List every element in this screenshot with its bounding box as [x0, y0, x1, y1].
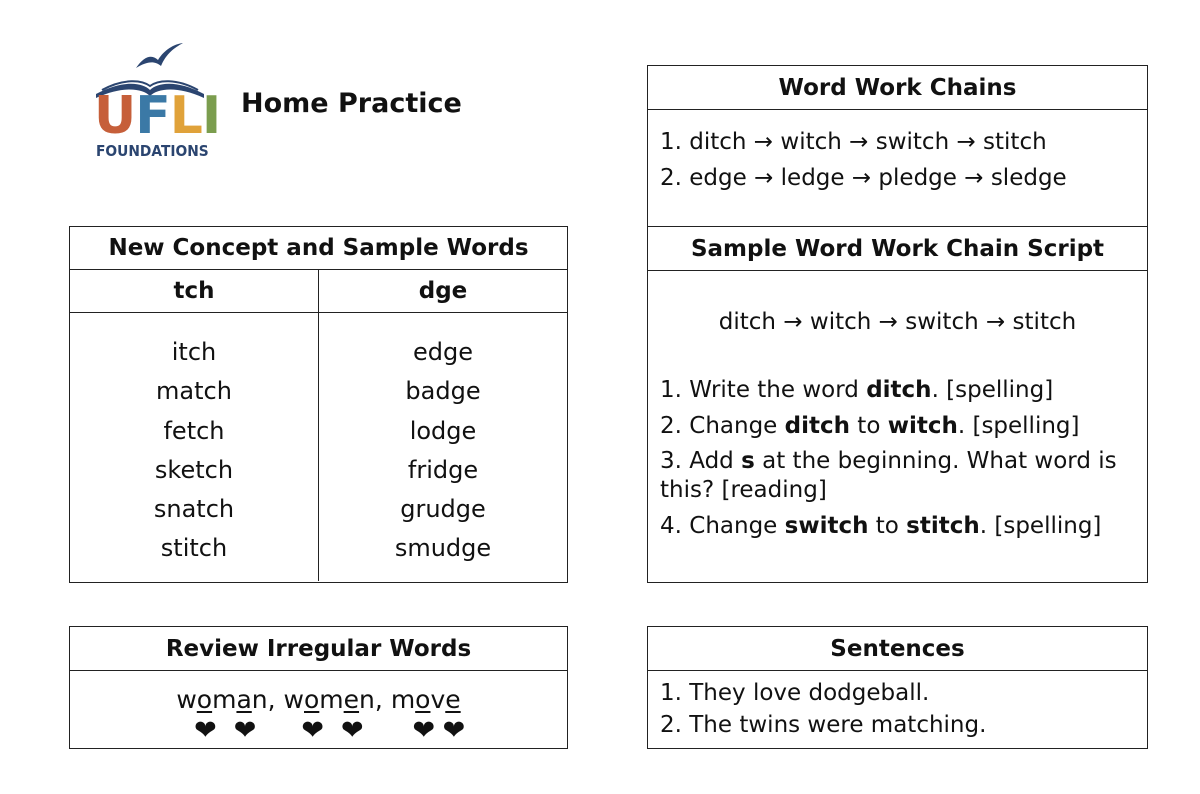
word-work-chains-panel — [647, 65, 1148, 227]
heart-icon: ❤ — [301, 715, 324, 746]
irregular-word: woman — [176, 685, 268, 714]
sentences-list — [648, 671, 1147, 741]
irregular-word: move — [390, 685, 461, 714]
sample-word: sketch — [154, 455, 234, 484]
column-header-tch: tch — [70, 270, 319, 312]
sample-word: snatch — [153, 495, 235, 524]
list-item: 2. The twins were matching. — [660, 712, 987, 738]
irregular-words-line: woman, women, move — [176, 685, 461, 714]
word-work-chains-header: Word Work Chains — [648, 66, 1147, 110]
script-step: 1. Write the word ditch. [spelling] — [660, 377, 1054, 403]
list-item: 1. ditch → witch → switch → stitch — [660, 129, 1047, 155]
irregular-words-panel — [69, 626, 568, 749]
sentences-header: Sentences — [648, 627, 1147, 671]
chain-script-panel — [647, 226, 1148, 583]
chain-script-chain: ditch → witch → switch → stitch — [718, 309, 1077, 335]
tch-word-column — [70, 313, 319, 581]
logo-letter: L — [169, 86, 202, 146]
irregular-word: women — [283, 685, 375, 714]
heart-markers — [70, 717, 567, 747]
sample-word: lodge — [409, 416, 477, 445]
sample-word: grudge — [400, 495, 486, 524]
irregular-words-header: Review Irregular Words — [70, 627, 567, 671]
sample-word: smudge — [394, 534, 492, 563]
chain-script-steps — [648, 335, 1147, 541]
heart-icon: ❤ — [412, 715, 436, 746]
new-concept-panel — [69, 226, 568, 583]
column-header-dge: dge — [418, 278, 468, 304]
dge-word-column — [319, 313, 567, 581]
word-work-chains-list — [648, 110, 1147, 196]
sample-word: itch — [171, 338, 217, 366]
sample-word: match — [156, 377, 232, 406]
sample-word: edge — [413, 338, 473, 366]
script-step: 4. Change switch to stitch. [spelling] — [660, 513, 1102, 539]
page-title: Home Practice — [241, 88, 462, 119]
logo-letter: I — [201, 86, 221, 146]
list-item: 2. edge → ledge → pledge → sledge — [660, 165, 1067, 191]
script-step: 2. Change ditch to witch. [spelling] — [660, 413, 1080, 439]
chain-script-header: Sample Word Work Chain Script — [648, 227, 1147, 271]
concept-word-columns — [70, 313, 567, 581]
sample-word: fridge — [407, 455, 479, 484]
sample-word: fetch — [163, 416, 225, 445]
logo-letter: U — [94, 86, 136, 146]
sample-word: stitch — [160, 534, 228, 563]
heart-icon: ❤ — [442, 715, 466, 746]
sample-word: badge — [405, 377, 481, 406]
script-step: 3. Add s at the beginning. What word is this? [reading] — [660, 448, 1117, 503]
list-item: 1. They love dodgeball. — [660, 680, 930, 706]
heart-icon: ❤ — [194, 715, 217, 746]
logo-letters — [94, 88, 220, 144]
ufli-logo — [92, 40, 221, 164]
logo-letter: F — [135, 86, 170, 146]
logo-wordmark: FOUNDATIONS — [96, 142, 209, 160]
heart-icon: ❤ — [341, 715, 364, 746]
new-concept-header: New Concept and Sample Words — [70, 227, 567, 270]
sentences-panel — [647, 626, 1148, 749]
bird-icon — [134, 42, 184, 72]
concept-column-headers — [70, 270, 567, 313]
heart-icon: ❤ — [233, 715, 257, 746]
